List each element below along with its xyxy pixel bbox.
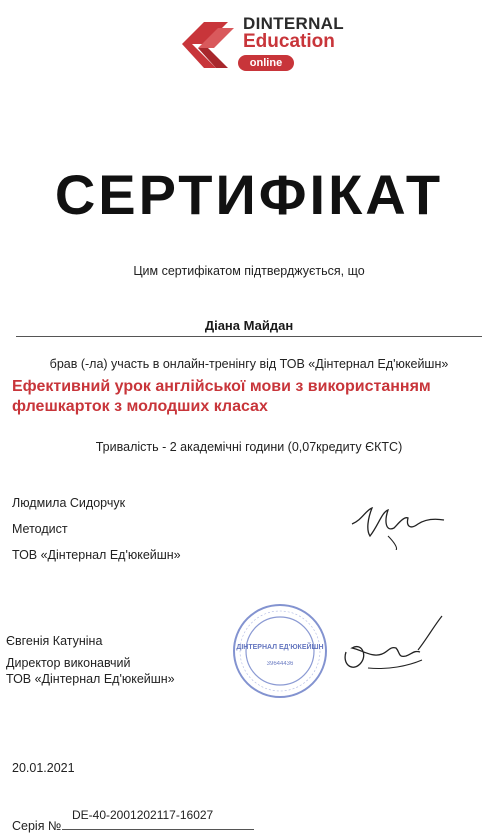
brand-logo-icon: [176, 18, 240, 76]
stamp-code: 39644436: [266, 661, 294, 667]
issue-date: 20.01.2021: [12, 761, 75, 775]
course-title: Ефективний урок англійської мови з використанням флешкарток з молодших класах: [12, 378, 431, 415]
participation-text: брав (-ла) участь в онлайн-тренінгу від ТОВ «Дінтернал Ед'юкейшн»: [49, 357, 449, 371]
certificate-title: СЕРТИФІКАТ: [54, 163, 444, 226]
stamp-center-text: ДІНТЕРНАЛ ЕД'ЮКЕЙШН: [236, 644, 324, 651]
signatory1-role: Методист: [12, 522, 68, 536]
recipient-underline: [16, 336, 482, 337]
signature2-icon: [338, 612, 448, 684]
confirm-text: Цим сертифікатом підтверджується, що: [133, 264, 365, 278]
serial-underline: [62, 829, 254, 830]
brand-name-line2: Education: [243, 31, 335, 52]
signatory2-name: Євгенія Катуніна: [6, 634, 103, 648]
brand-online-badge: online: [238, 55, 294, 71]
recipient-name: Діана Майдан: [204, 318, 294, 333]
signatory1-org: ТОВ «Дінтернал Ед'юкейшн»: [12, 548, 181, 562]
serial-number: DE-40-2001202117-16027: [72, 808, 214, 822]
duration-text: Тривалість - 2 академічні години (0,07кредиту ЄКТС): [95, 440, 403, 454]
serial-label: Серія №: [12, 819, 62, 833]
brand-name-line1: DINTERNAL: [243, 14, 344, 33]
signature1-icon: [348, 498, 448, 550]
signatory1-name: Людмила Сидорчук: [12, 496, 126, 510]
signatory2-org: ТОВ «Дінтернал Ед'юкейшн»: [6, 672, 175, 686]
stamp-icon: [232, 603, 328, 699]
signatory2-role: Директор виконавчий: [6, 656, 131, 670]
